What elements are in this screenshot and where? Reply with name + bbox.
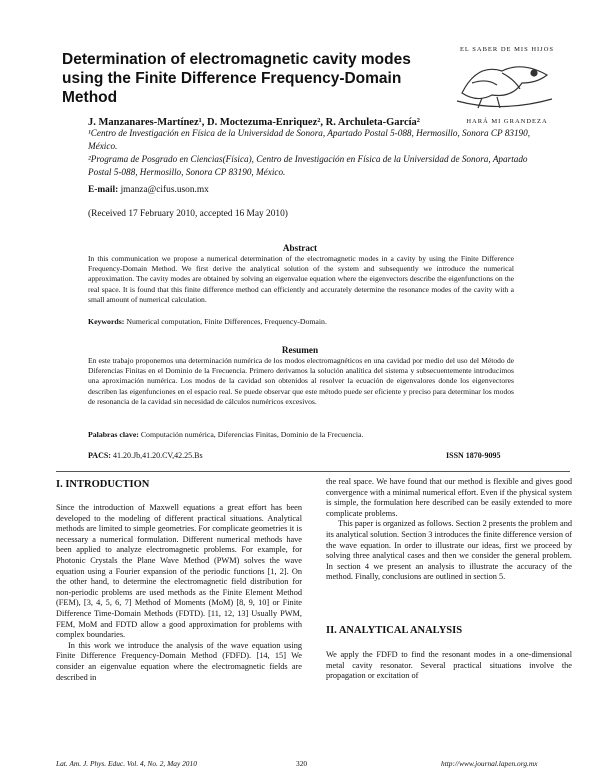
analysis-heading: II. ANALYTICAL ANALYSIS: [326, 625, 463, 636]
pacs-codes: 41.20.Jb,41.20.CV,42.25.Bs: [112, 451, 203, 460]
left-column: [56, 503, 302, 683]
issn: ISSN 1870-9095: [446, 451, 501, 460]
keywords-text: Numerical computation, Finite Differences, Frequency-Domain.: [126, 317, 327, 326]
palabras-text: Computación numérica, Diferencias Finitas, Dominio de la Frecuencia.: [140, 430, 364, 439]
right-paragraph-2: This paper is organized as follows. Section 2 presents the problem and its analytical solution. Section 3 introduces the finite difference version of the wave equation. In order to illustrate our ideas, first we proceed by solving three analytical cases and then we consider the general problem. In section 4 we present an analysis to illustrate the accuracy of the method. Finally, conclusions are outlined in section 5.: [326, 519, 572, 582]
email-label: E-mail:: [88, 185, 119, 195]
pacs-label: PACS:: [88, 451, 111, 460]
logo-bottom-text: HARÁ MI GRANDEZA: [466, 118, 548, 125]
received-dates: (Received 17 February 2010, accepted 16 May 2010): [88, 209, 288, 219]
resumen-text: En este trabajo proponemos una determinación numérica de los modos electromagnéticos en una cavidad por medio del uso del Método de Diferencias Finitas en el Dominio de la Frecuencia. Primero derivamos la solución analítica del sistema y subsecuentemente introducimos una aproximación numérica. Los modos de la cavidad son obtenidos al resolver la ecuación de eigenvalores donde los eigenvectores describen las eigenfunciones en el espacio real. Se puede observar que este método puede ser eficiente y preciso para determinar los modos de resonancia de la cavidad sin necesidad de cálculos numéricos excesivos.: [88, 356, 514, 406]
email-address[interactable]: jmanza@cifus.uson.mx: [120, 185, 209, 195]
section-divider: [56, 471, 570, 472]
keywords-label: Keywords:: [88, 317, 125, 326]
right-column: [326, 477, 572, 583]
palabras-label: Palabras clave:: [88, 430, 139, 439]
abstract-heading: Abstract: [282, 243, 318, 253]
analysis-paragraph-1: We apply the FDFD to find the resonant modes in a one-dimensional metal cavity resonator. Several practical situations involve the propagation or excitation of: [326, 650, 572, 681]
abstract-text: In this communication we propose a numerical determination of the electromagnetic modes in a cavity by using the Finite Difference Frequency-Domain Method. We first derive the analytical solution of the system and subsequently we introduce the numerical approximation. The cavity modes are obtained by solving an eigenvalue equation where the eigenvectors describe the eigenfunctions on the real space. It is found that this finite difference method can efficiently and accurately determine the resonance modes of the cavity with a small amount of numerical calculation.: [88, 254, 514, 304]
right-paragraph-1: the real space. We have found that our method is flexible and gives good convergence with a minimal numerical effort. Even if the physical system is simple, the formulation here described can be easily extended to more complicate problems.: [326, 477, 572, 518]
analysis-column: [326, 650, 572, 682]
intro-paragraph-2: In this work we introduce the analysis of the wave equation using Finite Difference Frequency-Domain Method (FDFD). [14, 15] We consider an eigenvalue equation where the electromagnetic fields are described in: [56, 640, 302, 682]
affiliation-2: ²Programa de Posgrado en Ciencias(Física), Centro de Investigación en Física de la Universidad de Sonora, Apartado Postal 5-088, Hermosillo, Sonora CP 83190, México.: [88, 154, 528, 177]
palabras-line: [88, 430, 514, 439]
paper-title: Determination of electromagnetic cavity modes using the Finite Difference Frequency-Domain Method: [62, 51, 411, 106]
intro-paragraph-1: Since the introduction of Maxwell equations a great effort has been developed to the modeling of different practical situations. Analytical methods are limited to simple geometries. For complicate geometries it is necessary a numerical formulation. Different numerical methods have been applied to analyze electromagnetic problems. For example, for Photonic Crystals the Plane Wave Method (PWM) solves the wave equation using a Fourier expansion of the periodic functions [1, 2]. On the other hand, to determine the electromagnetic field distribution for non-periodic problems are used methods as the Finite Element Method (FEM), [3, 4, 5, 6, 7] Method of Moments (MoM) [8, 9, 10] or Finite Difference Time-Domain Methods (FDTD). [11, 12, 13] Usually PWM, FEM, MoM and FDTD allow a good approximation for problems with complex boundaries.: [56, 503, 302, 640]
pacs-line: [88, 451, 203, 460]
logo-top-text: EL SABER DE MIS HIJOS: [459, 46, 555, 53]
email-line: [88, 185, 209, 195]
university-logo: [442, 46, 572, 126]
intro-heading: I. INTRODUCTION: [56, 479, 150, 490]
author-list: J. Manzanares-Martínez¹, D. Moctezuma-Enriquez², R. Archuleta-García²: [88, 117, 420, 128]
keywords-line: [88, 317, 514, 326]
university-seal-icon: [442, 53, 572, 113]
footer-url[interactable]: http://www.journal.lapen.org.mx: [441, 759, 538, 768]
footer-journal: Lat. Am. J. Phys. Educ. Vol. 4, No. 2, May 2010: [56, 759, 197, 768]
footer-page-number: 320: [296, 759, 308, 768]
resumen-heading: Resumen: [281, 345, 319, 355]
affiliation-1: ¹Centro de Investigación en Física de la Universidad de Sonora, Apartado Postal 5-088, Hermosillo, Sonora CP 83190, México.: [88, 128, 531, 151]
